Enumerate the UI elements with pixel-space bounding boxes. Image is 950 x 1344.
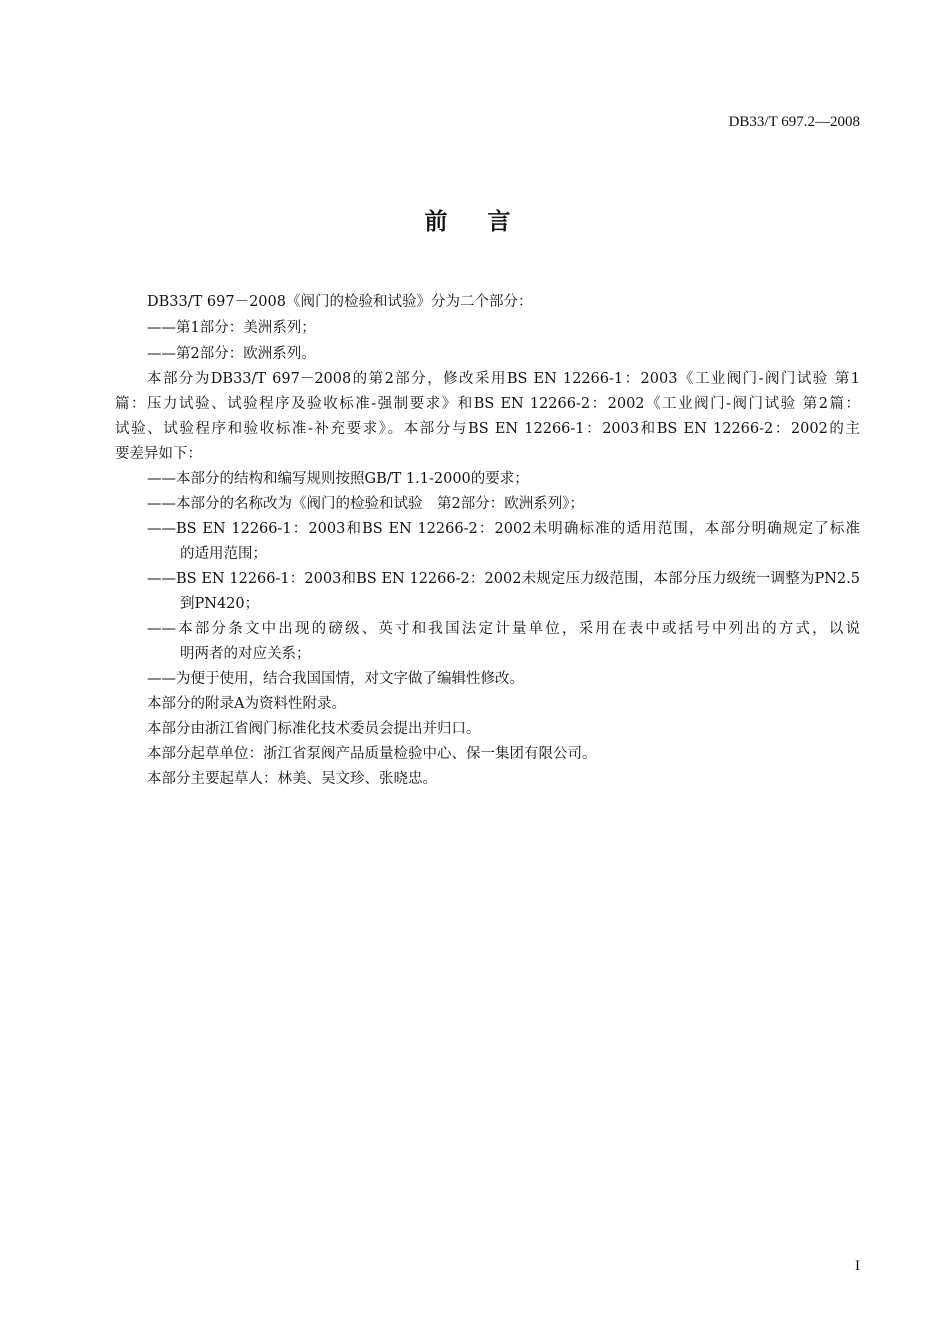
standard-code-header: DB33/T 697.2—2008 xyxy=(728,114,860,130)
list-item-continuation: 明两者的对应关系； xyxy=(180,646,311,662)
text-line: DB33/T 697－2008《阀门的检验和试验》分为二个部分： xyxy=(147,294,533,310)
list-item: ——BS EN 12266-1：2003和BS EN 12266-2：2002未规定压力级范围，本部分压力级统一调整为PN2.5 xyxy=(147,571,860,587)
text-line: 本部分由浙江省阀门标准化技术委员会提出并归口。 xyxy=(147,721,481,737)
list-item-continuation: 到PN420； xyxy=(180,596,260,612)
list-item: ——本部分的名称改为《阀门的检验和试验 第2部分：欧洲系列》； xyxy=(147,496,584,512)
list-item: ——本部分的结构和编写规则按照GB/T 1.1-2000的要求； xyxy=(147,471,529,487)
text-line: ——第2部分：欧洲系列。 xyxy=(147,346,316,362)
text-line: 本部分起草单位：浙江省泵阀产品质量检验中心、保一集团有限公司。 xyxy=(147,746,597,762)
text-line: ——第1部分：美洲系列； xyxy=(147,320,316,336)
list-item: ——为便于使用，结合我国国情，对文字做了编辑性修改。 xyxy=(147,671,524,687)
text-line: 试验、试验程序和验收标准-补充要求》。本部分与BS EN 12266-1：2003和BS EN 12266-2：2002的主 xyxy=(115,421,860,437)
page-title: 前言 xyxy=(424,208,551,235)
text-line: 要差异如下： xyxy=(115,446,202,462)
text-line: 篇：压力试验、试验程序及验收标准-强制要求》和BS EN 12266-2：2002《工业阀门-阀门试验 第2篇： xyxy=(115,396,860,412)
list-item: ——本部分条文中出现的磅级、英寸和我国法定计量单位，采用在表中或括号中列出的方式，以说 xyxy=(147,621,860,637)
text-line: 本部分主要起草人：林美、吴文珍、张晓忠。 xyxy=(147,771,437,787)
list-item: ——BS EN 12266-1：2003和BS EN 12266-2：2002未明确标准的适用范围，本部分明确规定了标准 xyxy=(147,521,860,537)
page-number: I xyxy=(855,1258,860,1274)
text-line: 本部分为DB33/T 697－2008的第2部分，修改采用BS EN 12266-1：2003《工业阀门-阀门试验 第1 xyxy=(147,371,860,387)
list-item-continuation: 的适用范围； xyxy=(180,546,267,562)
text-line: 本部分的附录A为资料性附录。 xyxy=(147,696,346,712)
